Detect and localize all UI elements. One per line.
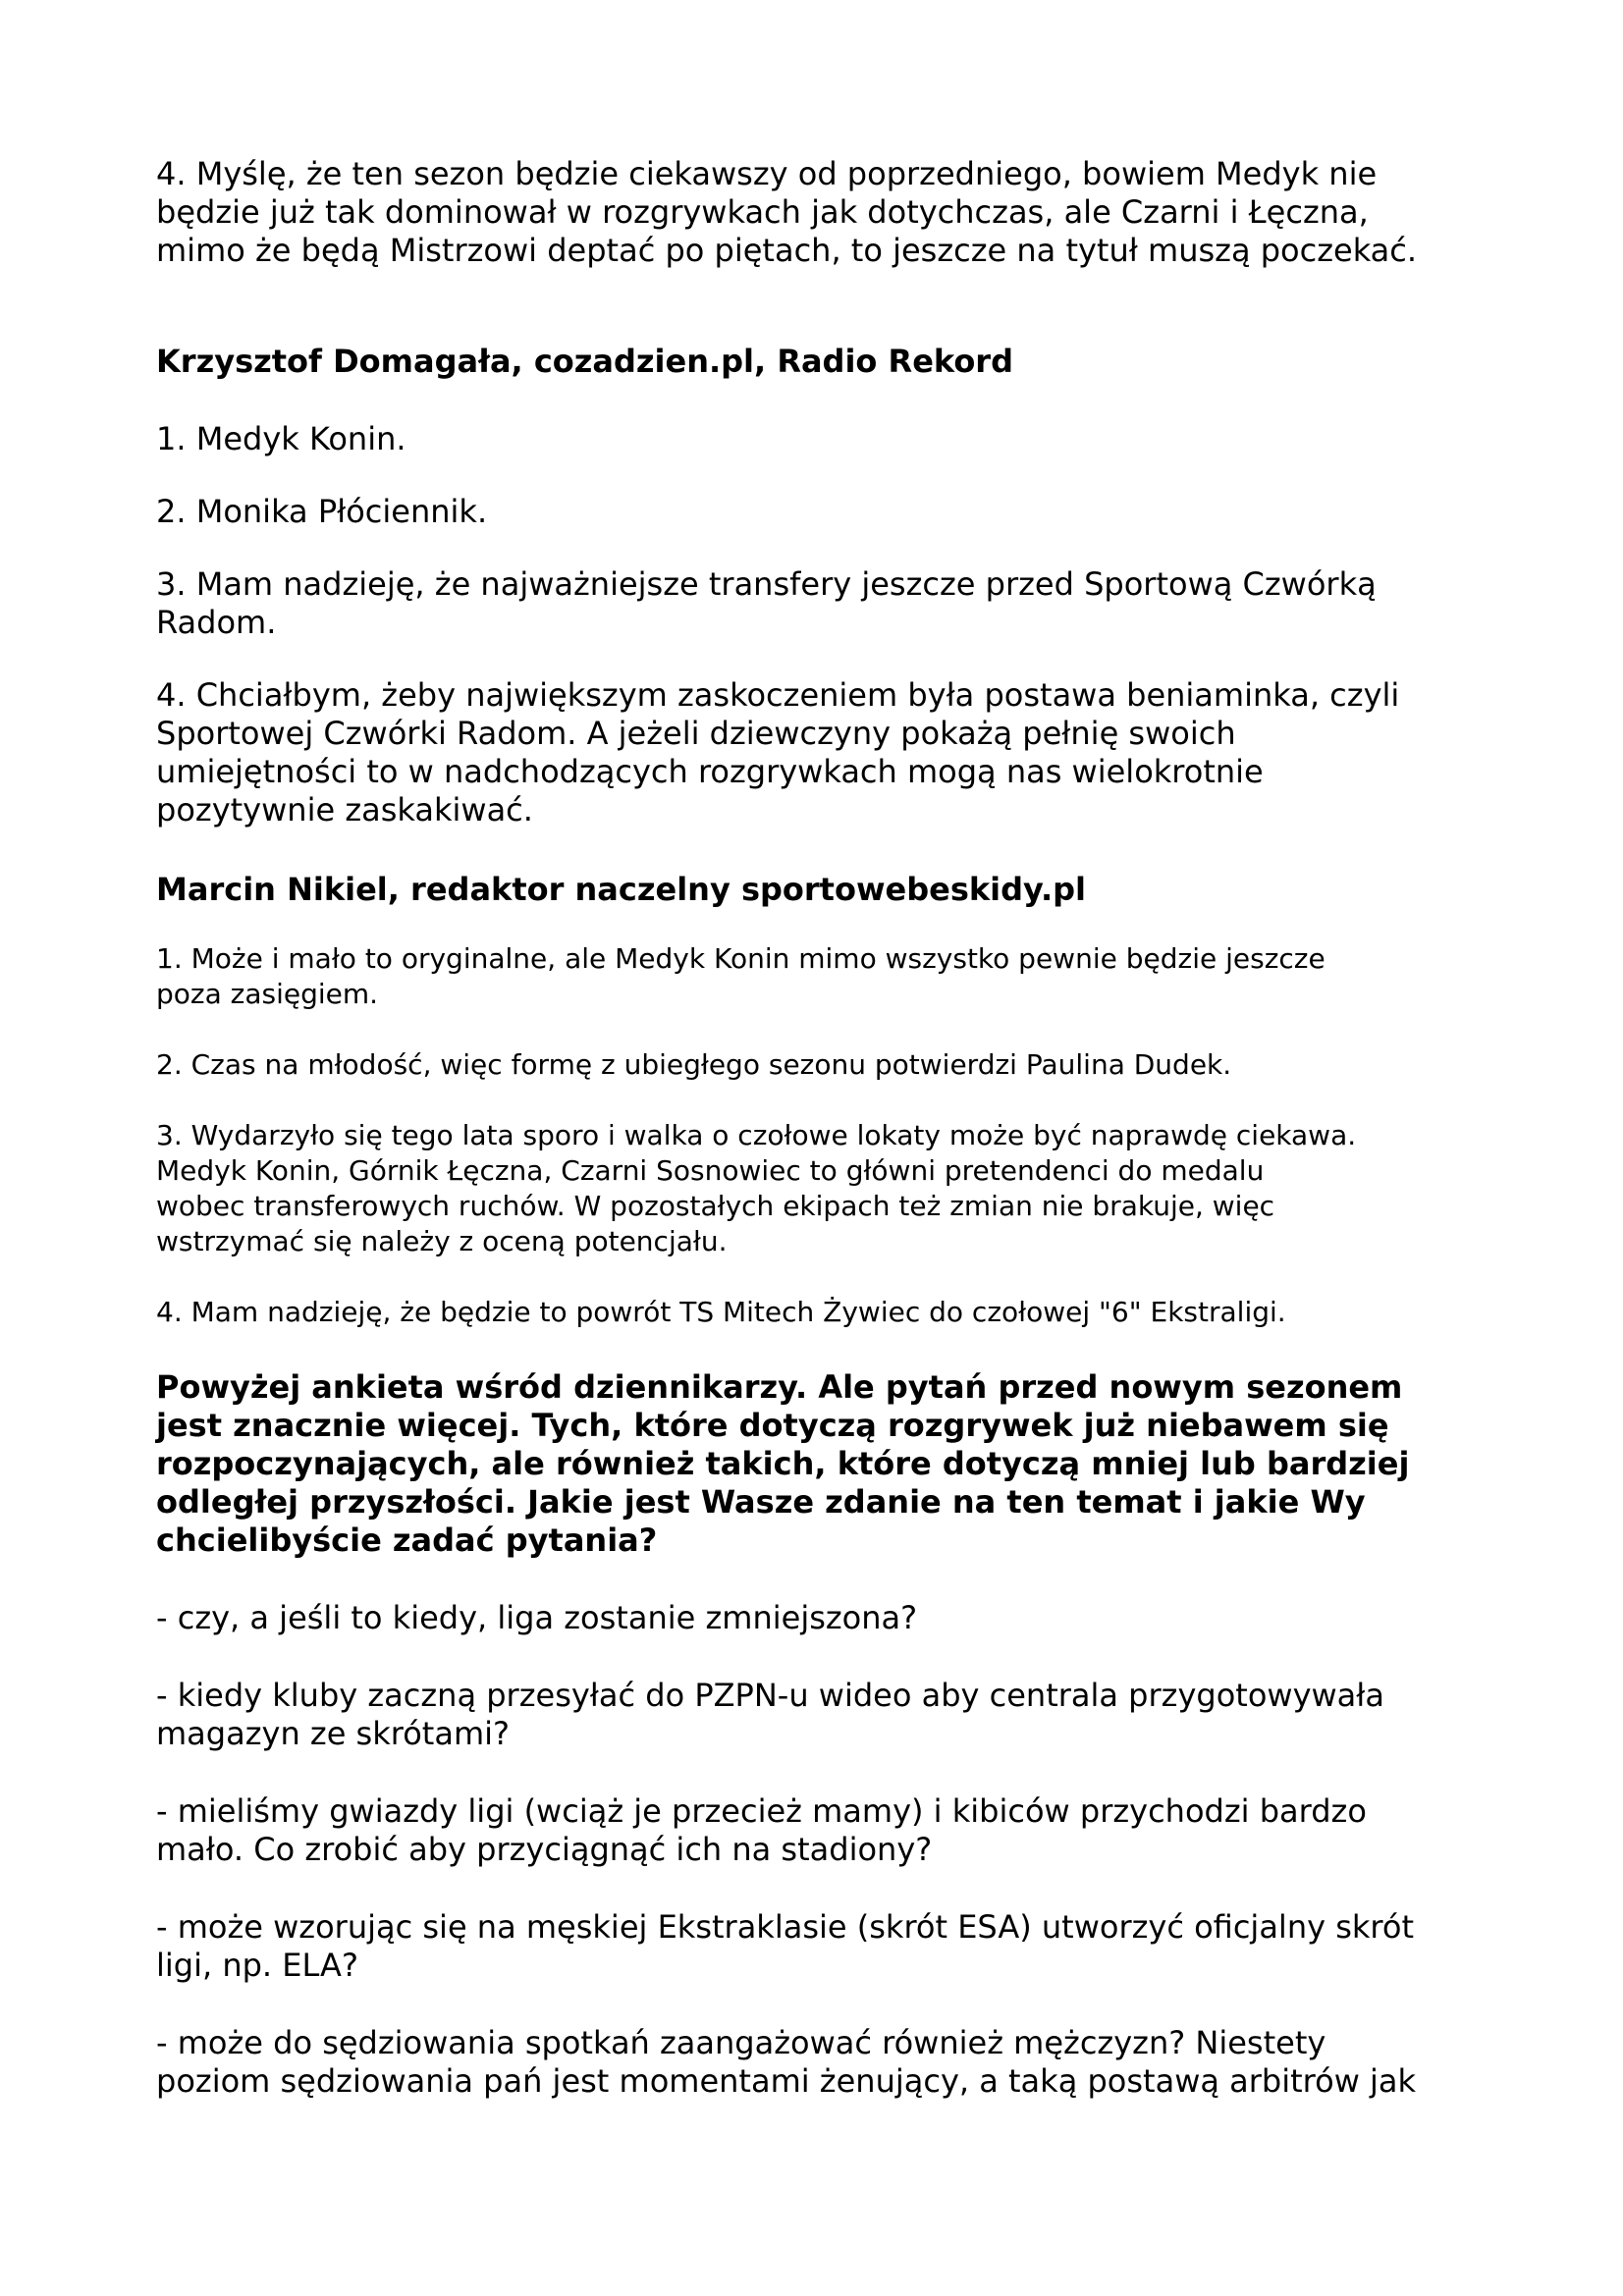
nikiel-heading: Marcin Nikiel, redaktor naczelny sportowebeskidy.pl (156, 871, 1086, 908)
nikiel-answer-3: 3. Wydarzyło się tego lata sporo i walka o czołowe lokaty może być naprawdę ciekawa. Medyk Konin, Górnik Łęczna, Czarni Sosnowiec to główni pretendenci do medalu wobec transferowych ruchów. W pozostałych ekipach też zmian nie brakuje, więc wstrzymać się należy z oceną potencjału. (156, 1119, 1357, 1257)
survey-heading: Powyżej ankieta wśród dziennikarzy. Ale pytań przed nowym sezonem jest znacznie więcej. Tych, które dotyczą rozgrywek już niebawem się rozpoczynających, ale również takich, które dotyczą mniej lub bardziej odległej przyszłości. Jakie jest Wasze zdanie na ten temat i jakie Wy chcielibyście zadać pytania? (156, 1368, 1410, 1559)
survey-question-2: - kiedy kluby zaczną przesyłać do PZPN-u wideo aby centrala przygotowywała magazyn ze skrótami? (156, 1677, 1384, 1752)
domagala-answer-1: 1. Medyk Konin. (156, 420, 406, 457)
survey-question-5: - może do sędziowania spotkań zaangażować również mężczyzn? Niestety poziom sędziowania pań jest momentami żenujący, a taką postawą arbitrów jak (156, 2024, 1417, 2100)
survey-question-3: - mieliśmy gwiazdy ligi (wciąż je przecież mamy) i kibiców przychodzi bardzo mało. Co zrobić aby przyciągnąć ich na stadiony? (156, 1792, 1367, 1868)
survey-question-4: - może wzorując się na męskiej Ekstraklasie (skrót ESA) utworzyć oficjalny skrót ligi, np. ELA? (156, 1908, 1414, 1984)
nikiel-answer-4: 4. Mam nadzieję, że będzie to powrót TS Mitech Żywiec do czołowej "6" Ekstraligi. (156, 1296, 1286, 1328)
document-page (156, 155, 1491, 2101)
domagala-heading: Krzysztof Domagała, cozadzien.pl, Radio Rekord (156, 343, 1013, 380)
domagala-answer-3: 3. Mam nadzieję, że najważniejsze transfery jeszcze przed Sportową Czwórką Radom. (156, 565, 1377, 641)
survey-question-1: - czy, a jeśli to kiedy, liga zostanie zmniejszona? (156, 1599, 918, 1636)
intro-answer-4: 4. Myślę, że ten sezon będzie ciekawszy od poprzedniego, bowiem Medyk nie będzie już tak dominował w rozgrywkach jak dotychczas, ale Czarni i Łęczna, mimo że będą Mistrzowi deptać po piętach, to jeszcze na tytuł muszą poczekać. (156, 155, 1418, 269)
nikiel-answer-2: 2. Czas na młodość, więc formę z ubiegłego sezonu potwierdzi Paulina Dudek. (156, 1048, 1232, 1081)
domagala-answer-2: 2. Monika Płóciennik. (156, 493, 488, 530)
domagala-answer-4: 4. Chciałbym, żeby największym zaskoczeniem była postawa beniaminka, czyli Sportowej Czwórki Radom. A jeżeli dziewczyny pokażą pełnię swoich umiejętności to w nadchodzących rozgrywkach mogą nas wielokrotnie pozytywnie zaskakiwać. (156, 676, 1400, 828)
nikiel-answer-1: 1. Może i mało to oryginalne, ale Medyk Konin mimo wszystko pewnie będzie jeszcze poza zasięgiem. (156, 942, 1325, 1010)
